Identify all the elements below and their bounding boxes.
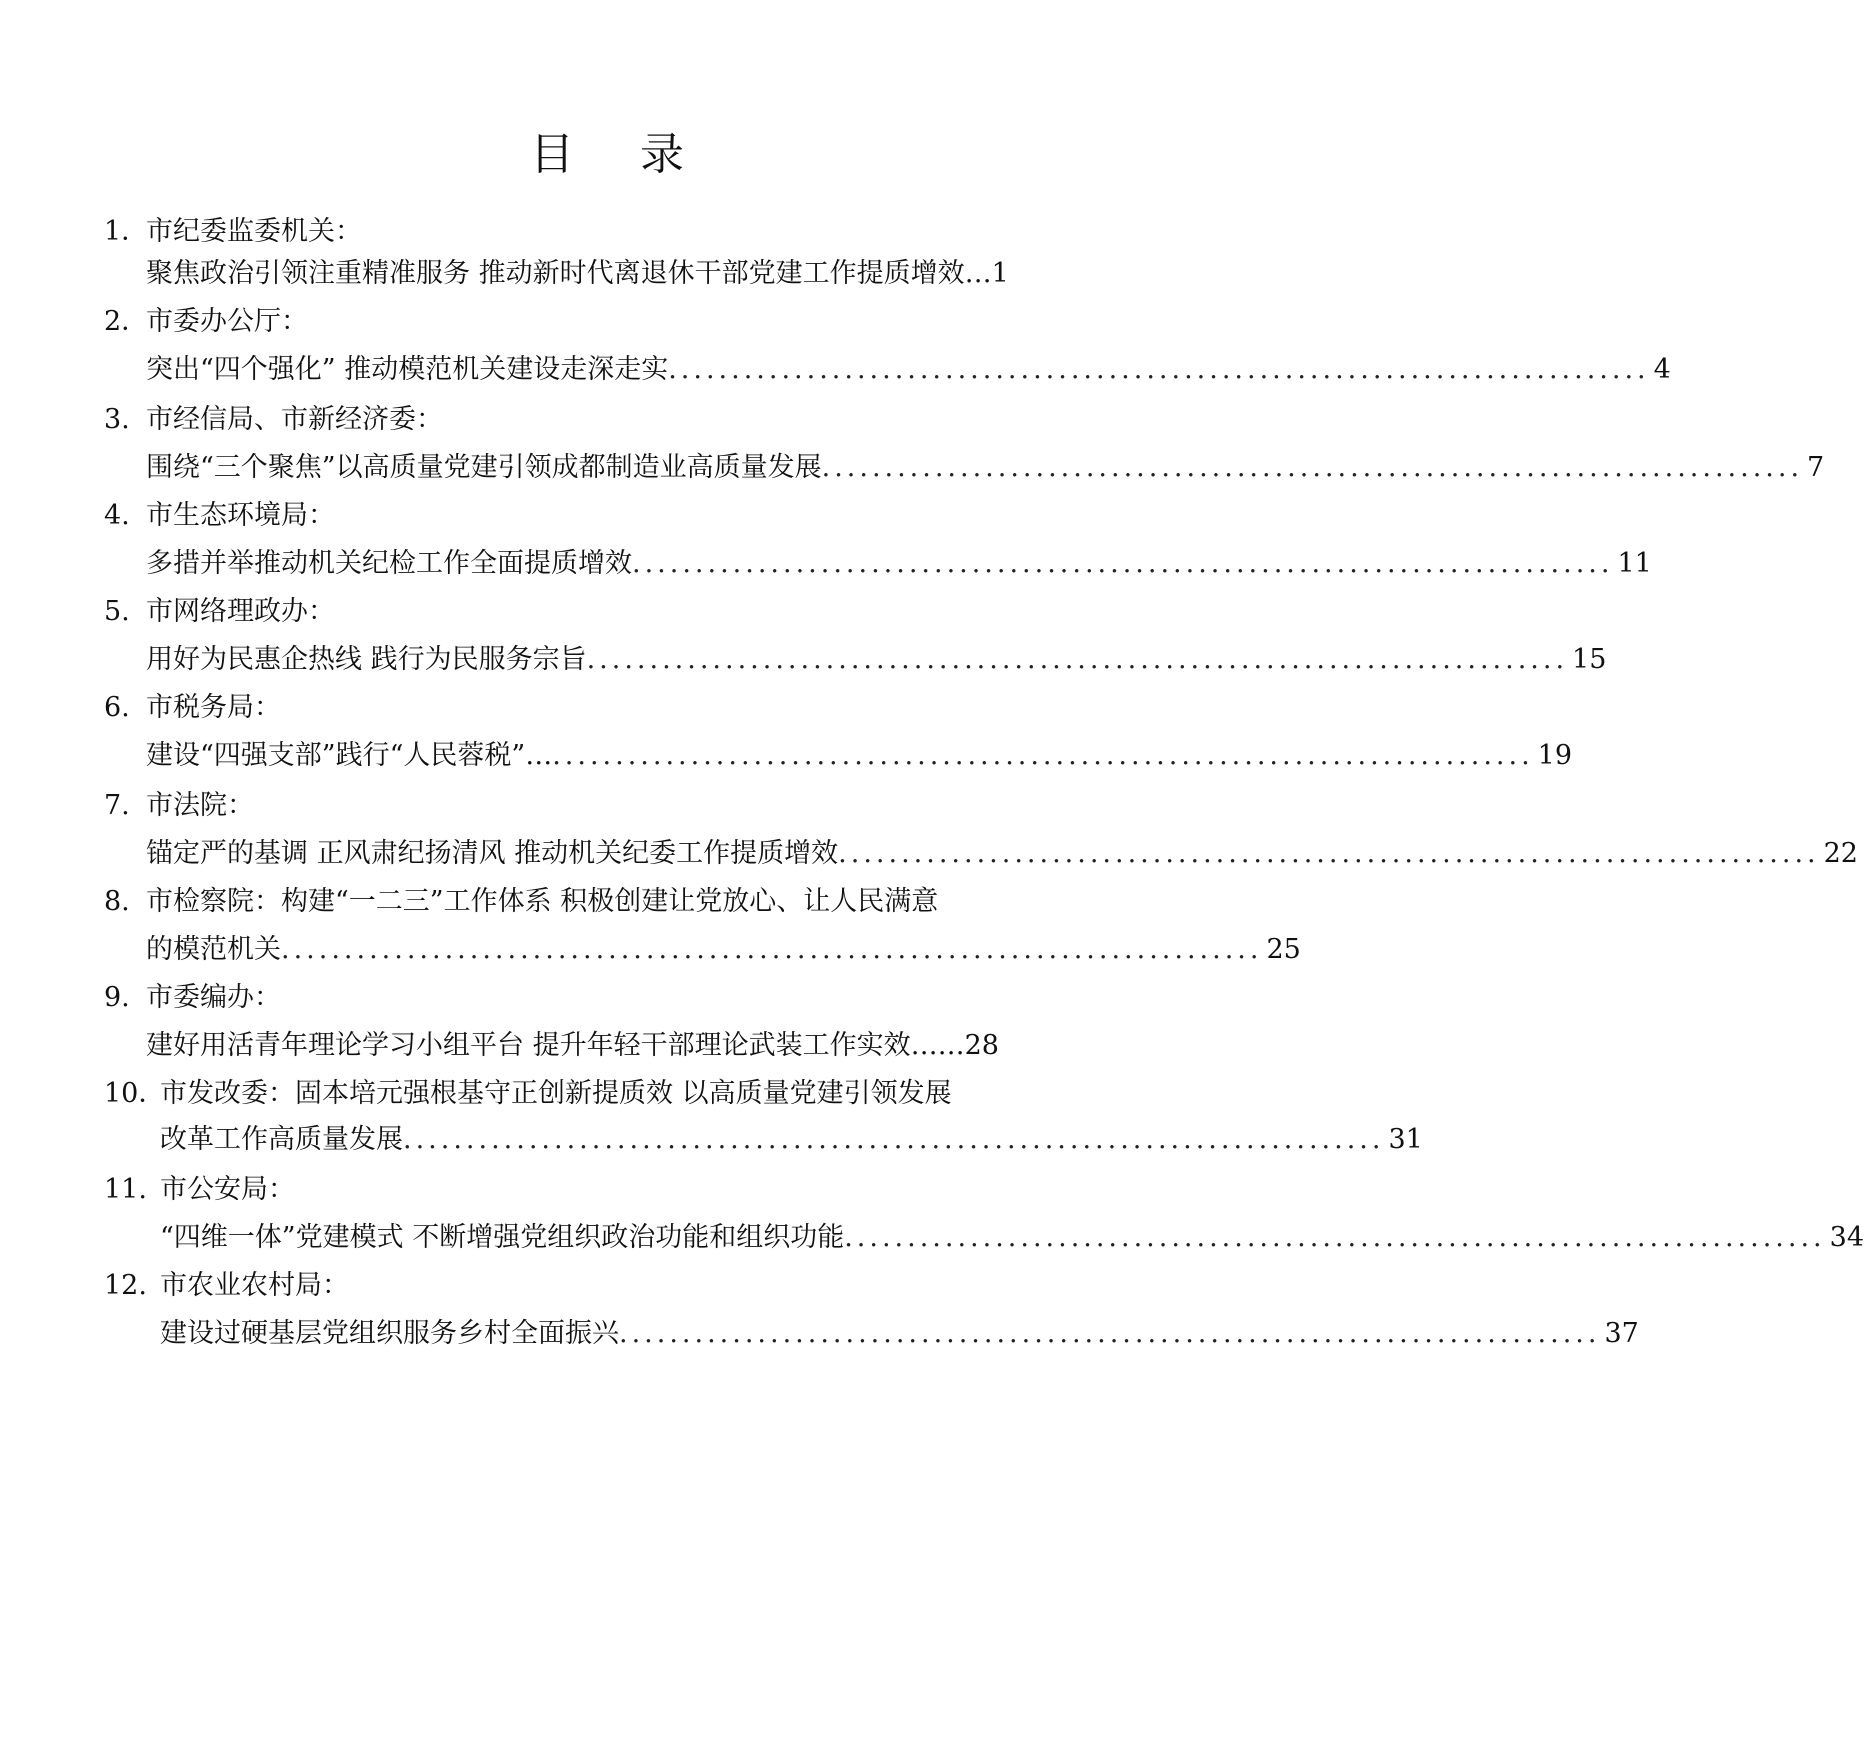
toc-entry-5-link[interactable] [146,640,1607,680]
toc-entry-1-link[interactable] [146,254,1009,294]
entry-title: “四维一体”党建模式 不断增强党组织政治功能和组织功能 [160,1222,845,1253]
page-title: 目 录 [530,129,710,180]
toc-entry-7-link[interactable] [146,834,1858,874]
toc-entry-1-heading [104,212,362,252]
leader-dots: .............................................................................. [632,548,1614,579]
entry-title: 改革工作高质量发展 [160,1124,403,1155]
entry-number: 10． [104,1078,166,1109]
entry-number: 4. [104,500,130,531]
entry-org: 市检察院：构建“一二三”工作体系 积极创建让党放心、让人民满意 [146,886,939,917]
entry-page-number: 28 [964,1030,999,1061]
leader-dots: .............................................................................. [844,1222,1826,1253]
toc-entry-12-link[interactable] [160,1314,1639,1354]
entry-page-number: 22 [1823,838,1858,869]
entry-number: 12. [104,1270,147,1301]
entry-title: 围绕“三个聚焦”以高质量党建引领成都制造业高质量发展 [146,452,822,483]
leader-dots: .............................................................................. [668,354,1650,385]
entry-title: 多措并举推动机关纪检工作全面提质增效 [146,548,632,579]
entry-page-number: 11 [1617,548,1652,579]
entry-number: 3. [104,404,130,435]
toc-entry-5-heading [104,592,335,632]
entry-number: 1． [104,216,149,247]
toc-entry-3-link[interactable] [146,448,1825,488]
leader-dots: .............................................................................. [281,934,1263,965]
entry-number: 5. [104,596,130,627]
entry-org: 市生态环境局： [146,500,335,531]
toc-entry-7-heading [104,786,254,826]
leader-dots: .............................................................................. [586,644,1569,675]
entry-org: 市委编办： [146,982,281,1013]
toc-entry-12-heading [104,1266,349,1306]
toc-entry-2-heading [104,302,308,342]
entry-org: 市纪委监委机关： [146,216,362,247]
entry-page-number: 25 [1266,934,1301,965]
leader-dots: .............................................................................. [619,1318,1601,1349]
entry-number: 2． [104,306,149,337]
entry-number: 11. [104,1174,147,1205]
entry-title: 建设过硬基层党组织服务乡村全面振兴 [160,1318,619,1349]
leader-dots: .............................................................................. [838,838,1820,869]
toc-entry-4-link[interactable] [146,544,1652,584]
leader-dots: .............................................................................. [821,452,1804,483]
toc-entry-8-link[interactable] [146,930,1301,970]
toc-entry-6-link[interactable] [146,736,1573,776]
entry-org: 市委办公厅： [146,306,308,337]
entry-number: 8. [104,886,130,917]
leader-dots: .............................................................................. [403,1124,1385,1155]
entry-org: 市法院： [146,790,254,821]
leader-dots: .............................................................................. [552,740,1534,771]
entry-org: 市税务局： [146,692,281,723]
toc-entry-3-heading [104,400,443,440]
entry-title: 建好用活青年理论学习小组平台 提升年轻干部理论武装工作实效…… [146,1030,965,1061]
toc-entry-9-link[interactable] [146,1026,999,1066]
entry-number: 6. [104,692,130,723]
entry-page-number: 37 [1604,1318,1639,1349]
entry-title: 突出“四个强化” 推动模范机关建设走深走实 [146,354,669,385]
entry-page-number: 1 [991,258,1009,289]
toc-entry-6-heading [104,688,281,728]
entry-title: 锚定严的基调 正风肃纪扬清风 推动机关纪委工作提质增效 [146,838,839,869]
entry-page-number: 34 [1829,1222,1864,1253]
entry-title: 用好为民惠企热线 践行为民服务宗旨 [146,644,587,675]
entry-number: 9. [104,982,130,1013]
toc-entry-8-heading [104,882,938,922]
entry-page-number: 15 [1572,644,1607,675]
entry-org: 市经信局、市新经济委： [146,404,443,435]
entry-title: 的模范机关 [146,934,281,965]
toc-entry-4-heading [104,496,335,536]
entry-title: 聚焦政治引领注重精准服务 推动新时代离退休干部党建工作提质增效… [146,258,992,289]
toc-entry-11-link[interactable] [160,1218,1864,1258]
toc-entry-9-heading [104,978,281,1018]
entry-title: 建设“四强支部”践行“人民蓉税”… [146,740,553,771]
entry-number: 7. [104,790,130,821]
entry-page-number: 19 [1537,740,1573,771]
entry-org: 市发改委：固本培元强根基守正创新提质效 以高质量党建引领发展 [160,1078,952,1109]
entry-page-number: 4 [1653,354,1671,385]
toc-entry-10-link[interactable] [160,1120,1423,1160]
entry-org: 市农业农村局： [160,1270,349,1301]
toc-entry-11-heading [104,1170,295,1210]
entry-org: 市网络理政办： [146,596,335,627]
entry-page-number: 7 [1807,452,1825,483]
toc-entry-2-link[interactable] [146,350,1671,390]
entry-org: 市公安局： [160,1174,295,1205]
entry-page-number: 31 [1388,1124,1423,1155]
toc-entry-10-heading [104,1074,952,1114]
